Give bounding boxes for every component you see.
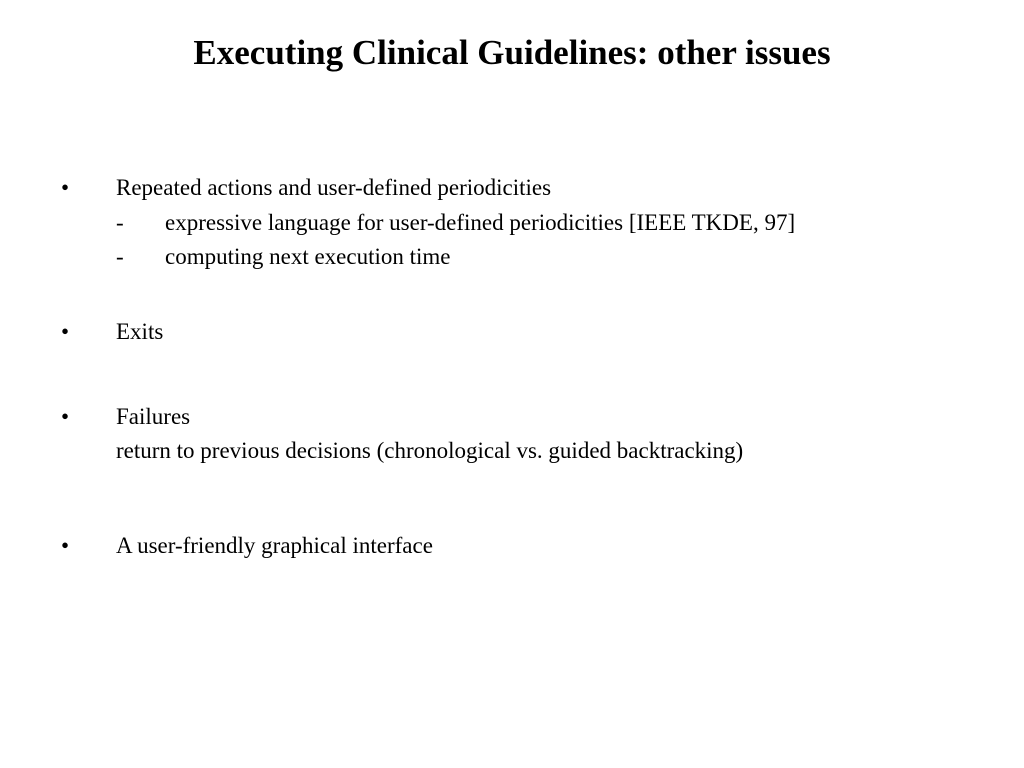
bullet-icon: • xyxy=(61,404,70,429)
bullet-text-exits: Exits xyxy=(116,319,164,344)
slide-title: Executing Clinical Guidelines: other issues xyxy=(193,33,831,72)
bullet-text-failures: Failures xyxy=(116,404,191,429)
failures-continuation: return to previous decisions (chronological vs. guided backtracking) xyxy=(116,438,744,463)
sub-bullet-dash: - xyxy=(116,244,124,269)
bullet-text-repeated-actions: Repeated actions and user-defined periodicities xyxy=(116,175,552,200)
sub-bullet-dash: - xyxy=(116,210,124,235)
bullet-text-graphical-interface: A user-friendly graphical interface xyxy=(116,533,433,558)
sub-item-computing-next-execution: computing next execution time xyxy=(165,244,451,269)
bullet-icon: • xyxy=(61,319,70,344)
bullet-icon: • xyxy=(61,533,70,558)
sub-item-expressive-language: expressive language for user-defined periodicities [IEEE TKDE, 97] xyxy=(165,210,796,235)
bullet-icon: • xyxy=(61,175,70,200)
